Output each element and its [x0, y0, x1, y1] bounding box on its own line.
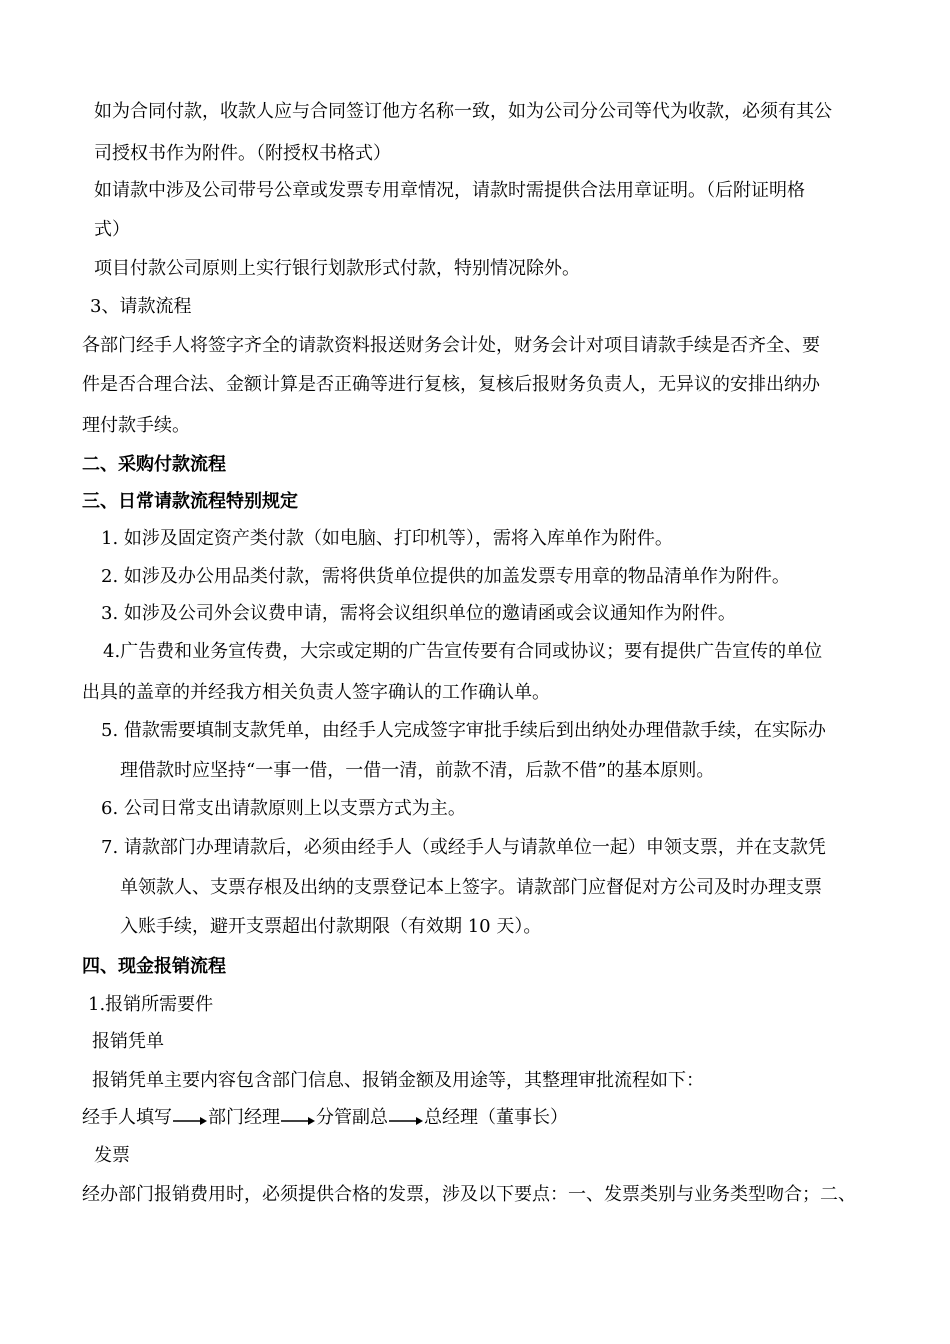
section-heading: 三、日常请款流程特别规定 — [82, 491, 298, 512]
list-item-continuation: 理借款时应坚持“一事一借，一借一清，前款不清，后款不借”的基本原则。 — [120, 760, 715, 781]
section-subheading: 1.报销所需要件 — [88, 994, 214, 1015]
section-heading: 四、现金报销流程 — [82, 956, 226, 977]
paragraph-line: 如为合同付款，收款人应与合同签订他方名称一致，如为公司分公司等代为收款，必须有其公 — [94, 101, 832, 122]
list-item-continuation: 单领款人、支票存根及出纳的支票登记本上签字。请款部门应督促对方公司及时办理支票 — [120, 877, 822, 898]
list-item-continuation: 入账手续，避开支票超出付款期限（有效期 10 天）。 — [120, 916, 542, 937]
paragraph-line: 报销凭单 — [92, 1031, 164, 1052]
list-item-continuation: 出具的盖章的并经我方相关负责人签字确认的工作确认单。 — [82, 682, 550, 703]
list-item: 3. 如涉及公司外会议费申请，需将会议组织单位的邀请函或会议通知作为附件。 — [101, 603, 736, 624]
flow-step: 部门经理 — [208, 1107, 280, 1128]
paragraph-line: 各部门经手人将签字齐全的请款资料报送财务会计处，财务会计对项目请款手续是否齐全、要 — [82, 335, 820, 356]
list-item: 7. 请款部门办理请款后，必须由经手人（或经手人与请款单位一起）申领支票，并在支款凭 — [101, 837, 826, 858]
paragraph-line: 司授权书作为附件。（附授权书格式） — [94, 143, 391, 164]
paragraph-line: 经办部门报销费用时，必须提供合格的发票，涉及以下要点：一、发票类别与业务类型吻合；二、 — [82, 1184, 856, 1205]
list-item: 5. 借款需要填制支款凭单，由经手人完成签字审批手续后到出纳处办理借款手续，在实际办 — [101, 720, 826, 741]
list-item: 1. 如涉及固定资产类付款（如电脑、打印机等），需将入库单作为附件。 — [101, 528, 673, 549]
approval-flow — [82, 1106, 568, 1130]
section-subheading: 3、请款流程 — [90, 296, 192, 317]
paragraph-line: 如请款中涉及公司带号公章或发票专用章情况，请款时需提供合法用章证明。（后附证明格 — [94, 180, 805, 201]
list-item: 2. 如涉及办公用品类付款，需将供货单位提供的加盖发票专用章的物品清单作为附件。 — [101, 566, 790, 587]
arrow-right-icon — [173, 1111, 207, 1125]
list-item: 6. 公司日常支出请款原则上以支票方式为主。 — [101, 798, 466, 819]
paragraph-line: 发票 — [94, 1145, 130, 1166]
paragraph-line: 式） — [94, 219, 130, 240]
paragraph-line: 理付款手续。 — [82, 415, 190, 436]
flow-step: 经手人填写 — [82, 1107, 172, 1128]
arrow-right-icon — [389, 1111, 423, 1125]
flow-step: 总经理（董事长） — [424, 1107, 568, 1128]
section-heading: 二、采购付款流程 — [82, 454, 226, 475]
flow-step: 分管副总 — [316, 1107, 388, 1128]
paragraph-line: 项目付款公司原则上实行银行划款形式付款，特别情况除外。 — [94, 258, 580, 279]
paragraph-line: 件是否合理合法、金额计算是否正确等进行复核，复核后报财务负责人，无异议的安排出纳办 — [82, 374, 820, 395]
paragraph-line: 报销凭单主要内容包含部门信息、报销金额及用途等，其整理审批流程如下： — [92, 1070, 704, 1091]
arrow-right-icon — [281, 1111, 315, 1125]
list-item: 4.广告费和业务宣传费，大宗或定期的广告宣传要有合同或协议；要有提供广告宣传的单位 — [103, 641, 823, 662]
